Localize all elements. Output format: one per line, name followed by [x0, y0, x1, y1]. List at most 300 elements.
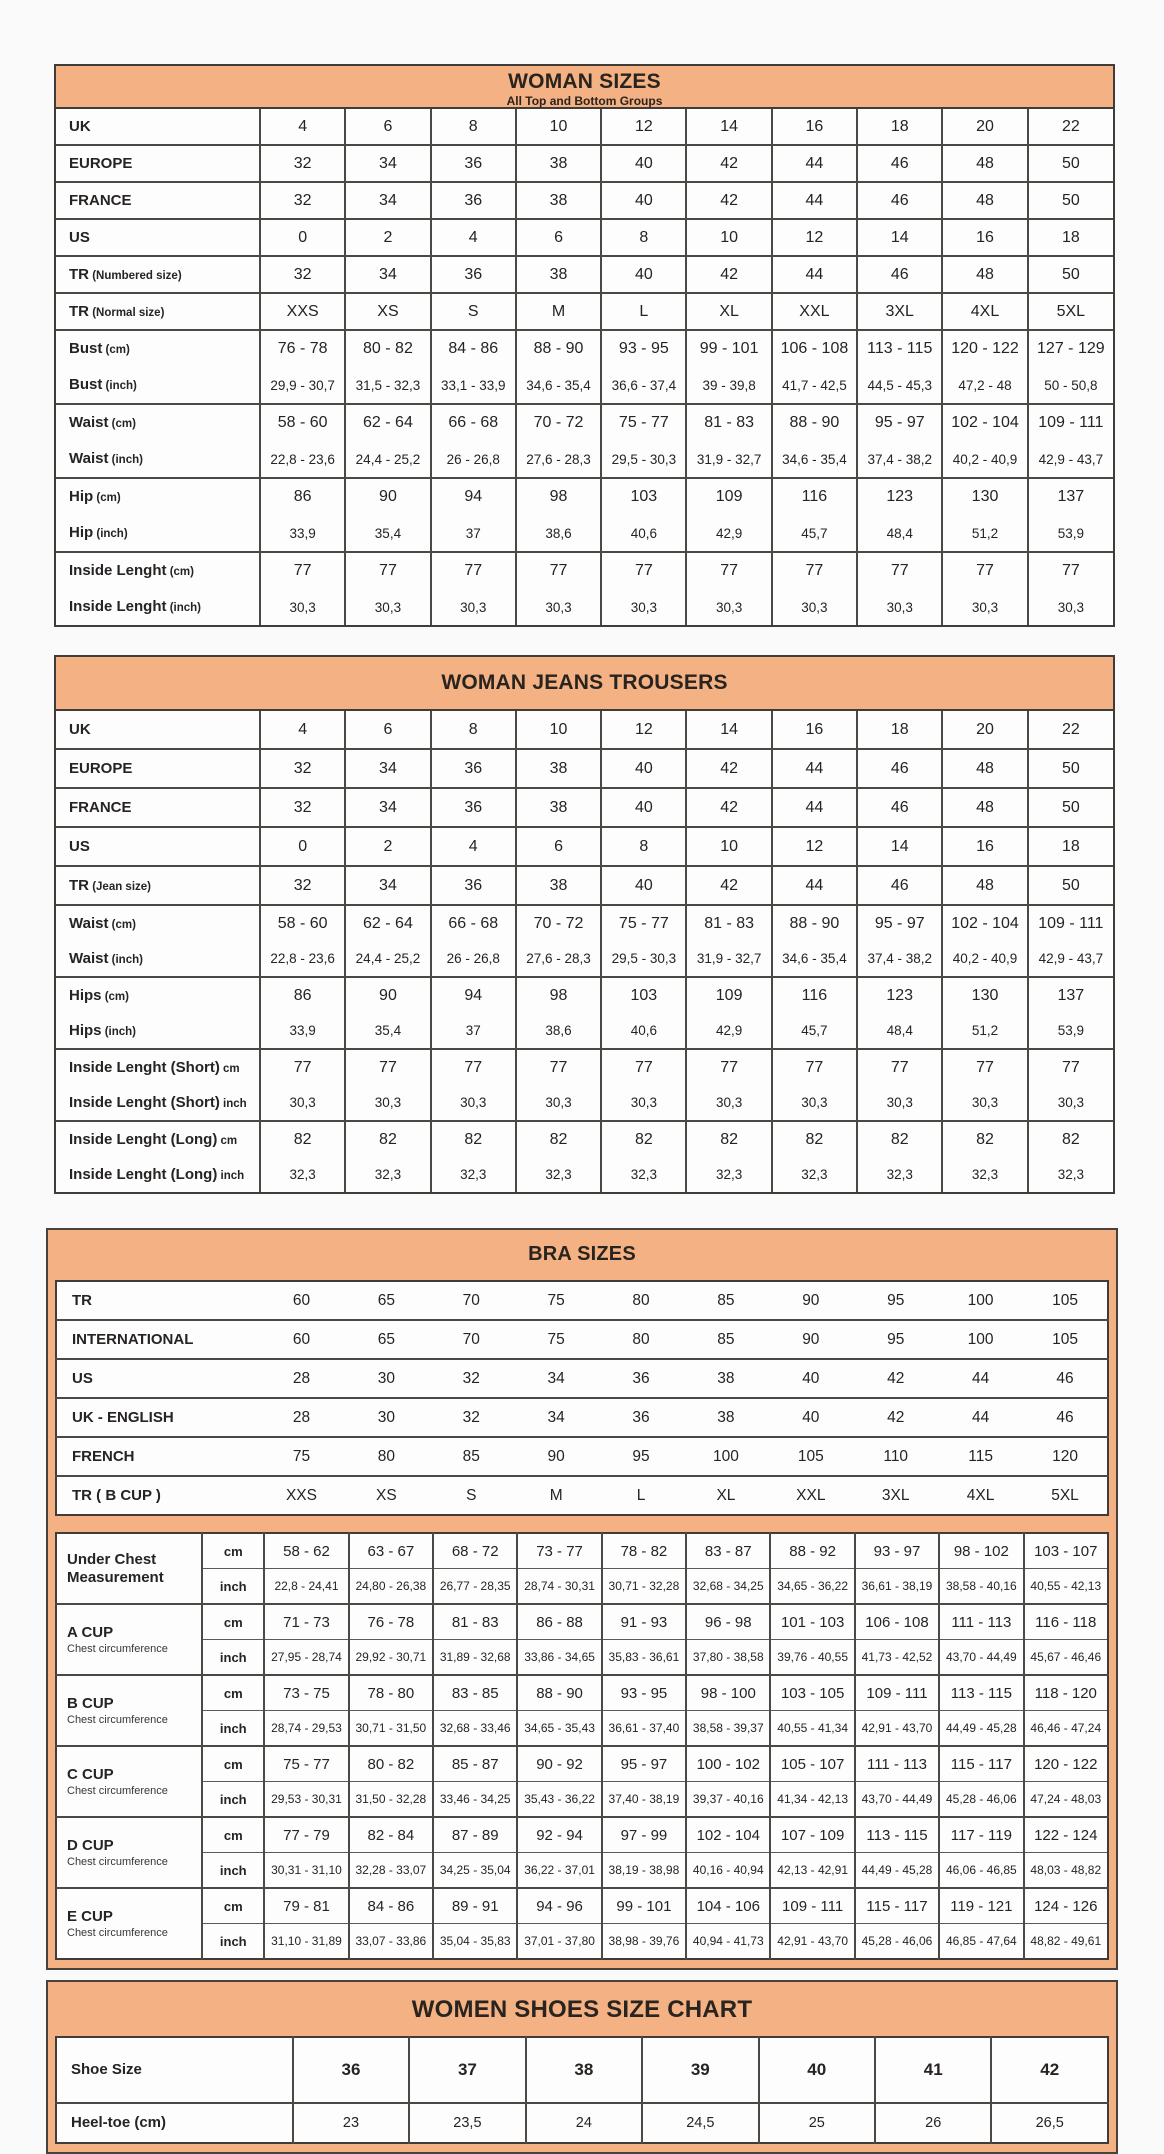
size-value-cell: 44: [772, 749, 857, 788]
bra-band-value-cell: 100: [938, 1320, 1023, 1359]
size-value-cell: 36: [431, 749, 516, 788]
measurement-value-cell: 48,4: [857, 1013, 942, 1049]
measurement-row: [56, 478, 1113, 515]
size-value-cell: S: [431, 293, 516, 330]
measurement-value-cell: 81 - 83: [686, 905, 771, 941]
bra-sizes-title: BRA SIZES: [528, 1243, 636, 1265]
bra-band-value-cell: 95: [853, 1320, 938, 1359]
bra-band-value-cell: 46: [1023, 1359, 1108, 1398]
measurement-value-cell: 77: [686, 552, 771, 589]
measurement-value-cell: 51,2: [942, 515, 1027, 552]
cup-inch-value-cell: 30,71 - 32,28: [602, 1569, 686, 1605]
bra-band-value-cell: 70: [462, 1291, 480, 1309]
bra-band-value-cell: 30: [344, 1359, 429, 1398]
measurement-value-cell: 58 - 60: [260, 905, 345, 941]
size-value-cell: 18: [1028, 827, 1113, 866]
row-label-cell: [56, 145, 260, 182]
measurement-value-cell: 86: [260, 478, 345, 515]
size-value-cell: 50: [1028, 182, 1113, 219]
jeans-trousers-table: [54, 655, 1115, 1194]
row-label-cell: [56, 182, 260, 219]
cup-inch-value-cell: 39,37 - 40,16: [686, 1782, 770, 1818]
size-value-cell: 46: [857, 182, 942, 219]
bra-band-row: [56, 1437, 1108, 1476]
row-label-cell: [56, 515, 260, 552]
measurement-value-cell: 88 - 90: [772, 905, 857, 941]
row-label-note: (Numbered size): [89, 269, 182, 282]
measurement-row: [56, 1121, 1113, 1157]
measurement-value-cell: 32,3: [516, 1157, 601, 1192]
measurement-value-cell: 48,4: [857, 515, 942, 552]
measurement-value-cell: 36,6 - 37,4: [601, 367, 686, 404]
measurement-value-cell: 77: [601, 552, 686, 589]
shoes-value-cell: 26,5: [991, 2103, 1108, 2143]
cup-cm-value-cell: 75 - 77: [264, 1746, 348, 1782]
measurement-value-cell: 40,2 - 40,9: [942, 941, 1027, 977]
cup-inch-value-cell: 31,89 - 32,68: [433, 1640, 517, 1676]
size-value-cell: 48: [942, 256, 1027, 293]
cup-inch-value-cell: 40,16 - 40,94: [686, 1853, 770, 1889]
cup-inch-value-cell: 37,01 - 37,80: [517, 1924, 601, 1960]
row-label-cell: [56, 827, 260, 866]
size-value-cell: 0: [260, 827, 345, 866]
bra-band-value-cell: 44: [938, 1359, 1023, 1398]
cup-cm-row: [56, 1533, 1108, 1569]
measurement-value-cell: 127 - 129: [1028, 330, 1113, 367]
row-label-cell: [56, 2037, 293, 2103]
measurement-row: [56, 589, 1113, 625]
measurement-value-cell: 30,3: [431, 589, 516, 625]
row-label-note: (cm): [101, 990, 129, 1003]
measurement-value-cell: 37,4 - 38,2: [857, 441, 942, 478]
size-value-cell: 48: [942, 182, 1027, 219]
cup-inch-value-cell: 37,40 - 38,19: [602, 1782, 686, 1818]
measurement-value-cell: 66 - 68: [431, 905, 516, 941]
measurement-value-cell: 41,7 - 42,5: [772, 367, 857, 404]
measurement-value-cell: 77: [942, 552, 1027, 589]
size-value-cell: 8: [431, 109, 516, 145]
cup-cm-value-cell: 111 - 113: [939, 1604, 1023, 1640]
cup-cm-value-cell: 115 - 117: [855, 1888, 939, 1924]
size-system-row: [56, 256, 1113, 293]
cup-cm-value-cell: 113 - 115: [855, 1817, 939, 1853]
row-label: US: [69, 837, 90, 855]
row-label-cell: [56, 1476, 259, 1515]
measurement-value-cell: 137: [1028, 478, 1113, 515]
measurement-value-cell: 82: [516, 1121, 601, 1157]
measurement-value-cell: 37,4 - 38,2: [857, 941, 942, 977]
size-value-cell: 12: [772, 219, 857, 256]
cup-cm-value-cell: 113 - 115: [939, 1675, 1023, 1711]
size-value-cell: 20: [942, 711, 1027, 749]
measurement-value-cell: 82: [772, 1121, 857, 1157]
cup-cm-value-cell: 81 - 83: [433, 1604, 517, 1640]
measurement-value-cell: 77: [345, 1049, 430, 1085]
bra-band-value-cell: 38: [683, 1398, 768, 1437]
cup-cm-value-cell: 96 - 98: [686, 1604, 770, 1640]
row-label-note: (cm): [108, 918, 136, 931]
cup-inch-value-cell: 26,77 - 28,35: [433, 1569, 517, 1605]
measurement-value-cell: 77: [857, 1049, 942, 1085]
row-label-cell: [56, 1437, 259, 1476]
cup-inch-value-cell: 42,13 - 42,91: [770, 1853, 854, 1889]
row-label-note: (inch): [93, 528, 128, 540]
size-value-cell: 42: [686, 788, 771, 827]
measurement-value-cell: 123: [857, 478, 942, 515]
measurement-value-cell: 109: [686, 977, 771, 1013]
measurement-row: [56, 552, 1113, 589]
measurement-value-cell: 30,3: [345, 589, 430, 625]
measurement-value-cell: 82: [1028, 1121, 1113, 1157]
cup-title: C CUP: [67, 1766, 114, 1784]
cup-inch-value-cell: 40,55 - 41,34: [770, 1711, 854, 1747]
cup-cm-value-cell: 90 - 92: [517, 1746, 601, 1782]
size-value-cell: 44: [772, 256, 857, 293]
measurement-value-cell: 32,3: [1028, 1157, 1113, 1192]
row-label-cell: [56, 293, 260, 330]
cup-cm-value-cell: 58 - 62: [264, 1533, 348, 1569]
size-value-cell: 44: [772, 182, 857, 219]
row-label-note: cm: [219, 1062, 240, 1075]
size-value-cell: 46: [857, 788, 942, 827]
bra-band-value-cell: 28: [259, 1359, 344, 1398]
cup-cm-value-cell: 79 - 81: [264, 1888, 348, 1924]
shoes-size-header: [55, 1982, 1109, 2036]
measurement-value-cell: 94: [431, 977, 516, 1013]
measurement-value-cell: 34,6 - 35,4: [772, 441, 857, 478]
bra-band-row: [56, 1281, 1108, 1320]
shoes-size-grid: [55, 2036, 1109, 2144]
bra-band-value-cell: 28: [259, 1398, 344, 1437]
bra-band-row: [56, 1359, 1108, 1398]
cup-inch-value-cell: 45,28 - 46,06: [939, 1782, 1023, 1818]
row-label: Hip: [69, 488, 94, 505]
bra-section-divider: [55, 1516, 1109, 1532]
row-label: Waist: [69, 414, 109, 431]
measurement-value-cell: 30,3: [260, 1085, 345, 1121]
bra-band-value-cell: 32: [429, 1359, 514, 1398]
size-value-cell: 46: [857, 256, 942, 293]
measurement-value-cell: 75 - 77: [601, 905, 686, 941]
size-value-cell: 48: [942, 866, 1027, 905]
bra-band-value-cell: 36: [599, 1398, 684, 1437]
row-label: US: [72, 1369, 93, 1387]
cup-inch-value-cell: 40,94 - 41,73: [686, 1924, 770, 1960]
shoes-value-cell: 26: [875, 2103, 991, 2143]
bra-band-value-cell: 90: [802, 1291, 820, 1309]
size-value-cell: 0: [260, 219, 345, 256]
measurement-value-cell: 51,2: [942, 1013, 1027, 1049]
cup-cm-value-cell: 109 - 111: [770, 1888, 854, 1924]
size-value-cell: 50: [1028, 749, 1113, 788]
measurement-value-cell: 106 - 108: [772, 330, 857, 367]
cup-inch-value-cell: 39,76 - 40,55: [770, 1640, 854, 1676]
bra-band-value-cell: 100: [967, 1291, 994, 1309]
measurement-value-cell: 26 - 26,8: [431, 441, 516, 478]
bra-band-value-cell: 65: [344, 1320, 429, 1359]
row-label: FRENCH: [72, 1447, 135, 1465]
cup-cm-value-cell: 63 - 67: [349, 1533, 433, 1569]
measurement-value-cell: 94: [431, 478, 516, 515]
bra-band-value-cell: 34: [514, 1398, 599, 1437]
size-system-row: [56, 827, 1113, 866]
bra-band-value-cell: XL: [683, 1476, 768, 1515]
size-system-row: [56, 145, 1113, 182]
measurement-value-cell: 32,3: [601, 1157, 686, 1192]
row-label: Hips: [69, 986, 102, 1004]
measurement-value-cell: 29,9 - 30,7: [260, 367, 345, 404]
cup-cm-value-cell: 105 - 107: [770, 1746, 854, 1782]
cup-cm-value-cell: 82 - 84: [349, 1817, 433, 1853]
row-label-cell: [56, 866, 260, 905]
measurement-value-cell: 32,3: [260, 1157, 345, 1192]
measurement-value-cell: 98: [516, 478, 601, 515]
cup-inch-value-cell: 35,04 - 35,83: [433, 1924, 517, 1960]
row-label-cell: [56, 1121, 260, 1157]
jeans-trousers-title: WOMAN JEANS TROUSERS: [441, 671, 728, 694]
row-label-note: (inch): [101, 1025, 137, 1038]
size-value-cell: 34: [345, 256, 430, 293]
size-value-cell: 40: [601, 145, 686, 182]
cup-inch-value-cell: 31,10 - 31,89: [264, 1924, 348, 1960]
unit-inch-cell: inch: [202, 1924, 264, 1960]
measurement-value-cell: 99 - 101: [686, 330, 771, 367]
row-label: Inside Lenght (Short): [69, 1058, 220, 1076]
bra-sizes-header: [55, 1230, 1109, 1280]
row-label: TR ( B CUP ): [72, 1486, 161, 1504]
cup-cm-value-cell: 73 - 77: [517, 1533, 601, 1569]
measurement-value-cell: 30,3: [1028, 1085, 1113, 1121]
measurement-value-cell: 42,9 - 43,7: [1028, 941, 1113, 977]
cup-subtitle: Chest circumference: [67, 1713, 168, 1726]
row-label-note: (inch): [102, 380, 137, 392]
cup-cm-value-cell: 122 - 124: [1024, 1817, 1108, 1853]
measurement-value-cell: 31,5 - 32,3: [345, 367, 430, 404]
cup-cm-value-cell: 85 - 87: [433, 1746, 517, 1782]
size-value-cell: 4: [260, 711, 345, 749]
size-value-cell: 22: [1028, 109, 1113, 145]
row-label-cell: [56, 478, 260, 515]
bra-band-value-cell: 40: [768, 1398, 853, 1437]
row-label: Bust: [69, 376, 103, 393]
size-value-cell: 18: [1028, 219, 1113, 256]
cup-inch-value-cell: 34,25 - 35,04: [433, 1853, 517, 1889]
size-value-cell: 36: [431, 866, 516, 905]
measurement-value-cell: 77: [601, 1049, 686, 1085]
cup-inch-value-cell: 35,83 - 36,61: [602, 1640, 686, 1676]
measurement-row: [56, 905, 1113, 941]
size-value-cell: 40: [601, 256, 686, 293]
size-value-cell: 4XL: [942, 293, 1027, 330]
bra-band-value-cell: 75: [259, 1437, 344, 1476]
measurement-value-cell: 34,6 - 35,4: [516, 367, 601, 404]
measurement-value-cell: 76 - 78: [260, 330, 345, 367]
size-value-cell: 6: [345, 109, 430, 145]
measurement-value-cell: 95 - 97: [857, 905, 942, 941]
size-value-cell: 12: [601, 711, 686, 749]
cup-inch-value-cell: 43,70 - 44,49: [855, 1782, 939, 1818]
row-label-cell: [56, 788, 260, 827]
measurement-value-cell: 42,9: [686, 515, 771, 552]
size-value-cell: 6: [516, 827, 601, 866]
size-value-cell: 4: [431, 827, 516, 866]
cup-cm-value-cell: 101 - 103: [770, 1604, 854, 1640]
measurement-value-cell: 66 - 68: [431, 404, 516, 441]
cup-cm-value-cell: 93 - 95: [602, 1675, 686, 1711]
cup-inch-row: [56, 1569, 1108, 1605]
cup-cm-value-cell: 94 - 96: [517, 1888, 601, 1924]
measurement-value-cell: 77: [686, 1049, 771, 1085]
row-label-cell: [56, 330, 260, 367]
bra-band-value-cell: 110: [853, 1437, 938, 1476]
row-label-note: (inch): [166, 602, 201, 614]
cup-cm-value-cell: 124 - 126: [1024, 1888, 1108, 1924]
size-value-cell: XXL: [772, 293, 857, 330]
size-value-cell: 44: [772, 788, 857, 827]
measurement-value-cell: 123: [857, 977, 942, 1013]
size-value-cell: 50: [1028, 145, 1113, 182]
cup-inch-value-cell: 45,28 - 46,06: [855, 1924, 939, 1960]
measurement-value-cell: 30,3: [772, 589, 857, 625]
measurement-value-cell: 38,6: [516, 515, 601, 552]
row-label: Waist: [69, 949, 109, 967]
cup-inch-value-cell: 28,74 - 29,53: [264, 1711, 348, 1747]
size-value-cell: 16: [772, 109, 857, 145]
row-label-cell: [56, 749, 260, 788]
measurement-value-cell: 77: [260, 1049, 345, 1085]
size-value-cell: 42: [686, 145, 771, 182]
woman-sizes-header: [56, 66, 1113, 109]
size-value-cell: 3XL: [857, 293, 942, 330]
cup-inch-value-cell: 29,92 - 30,71: [349, 1640, 433, 1676]
row-label-cell: [56, 1359, 259, 1398]
bra-band-value-cell: 85: [429, 1437, 514, 1476]
measurement-value-cell: 30,3: [686, 1085, 771, 1121]
measurement-value-cell: 62 - 64: [345, 404, 430, 441]
cup-inch-value-cell: 46,46 - 47,24: [1024, 1711, 1108, 1747]
size-value-cell: 8: [431, 711, 516, 749]
cup-inch-value-cell: 36,61 - 38,19: [855, 1569, 939, 1605]
measurement-value-cell: 30,3: [516, 589, 601, 625]
bra-band-value-cell: 4XL: [938, 1476, 1023, 1515]
row-label-cell: [56, 367, 260, 404]
measurement-value-cell: 26 - 26,8: [431, 941, 516, 977]
cup-label-cell: [56, 1533, 202, 1604]
size-value-cell: 34: [345, 788, 430, 827]
measurement-value-cell: 24,4 - 25,2: [345, 441, 430, 478]
cup-label-cell: [56, 1888, 202, 1959]
bra-band-value-cell: S: [429, 1476, 514, 1515]
measurement-row: [56, 941, 1113, 977]
size-system-row: [56, 182, 1113, 219]
row-label-cell: [56, 1157, 260, 1192]
row-label: UK - ENGLISH: [72, 1408, 174, 1426]
cup-cm-value-cell: 77 - 79: [264, 1817, 348, 1853]
row-label-note: (inch): [108, 454, 143, 466]
cup-title: A CUP: [67, 1624, 114, 1642]
measurement-value-cell: 137: [1028, 977, 1113, 1013]
cup-cm-value-cell: 107 - 109: [770, 1817, 854, 1853]
measurement-value-cell: 90: [345, 478, 430, 515]
measurement-row: [56, 441, 1113, 478]
row-label: EUROPE: [69, 154, 133, 172]
row-label: UK: [69, 117, 91, 135]
cup-cm-value-cell: 118 - 120: [1024, 1675, 1108, 1711]
measurement-value-cell: 116: [772, 478, 857, 515]
measurement-value-cell: 33,9: [260, 515, 345, 552]
jeans-trousers-grid: [56, 711, 1113, 1192]
cup-inch-value-cell: 33,07 - 33,86: [349, 1924, 433, 1960]
bra-band-value-cell: 105: [1052, 1291, 1078, 1309]
bra-band-value-cell: 60: [259, 1320, 344, 1359]
bra-band-value-cell: 32: [429, 1398, 514, 1437]
measurement-value-cell: 82: [601, 1121, 686, 1157]
cup-inch-row: [56, 1711, 1108, 1747]
cup-inch-value-cell: 46,85 - 47,64: [939, 1924, 1023, 1960]
row-label: TR: [69, 302, 89, 320]
cup-inch-value-cell: 24,80 - 26,38: [349, 1569, 433, 1605]
size-value-cell: 16: [772, 711, 857, 749]
cup-label-cell: [56, 1675, 202, 1746]
size-value-cell: 36: [431, 182, 516, 219]
size-value-cell: 14: [857, 827, 942, 866]
measurement-value-cell: 130: [942, 977, 1027, 1013]
bra-band-value-cell: 90: [768, 1320, 853, 1359]
row-label: Waist: [69, 450, 109, 467]
row-label-cell: [56, 552, 260, 589]
bra-band-value-cell: 80: [344, 1437, 429, 1476]
cup-cm-value-cell: 119 - 121: [939, 1888, 1023, 1924]
row-label-note: (cm): [108, 418, 136, 430]
size-value-cell: 48: [942, 749, 1027, 788]
measurement-value-cell: 32,3: [772, 1157, 857, 1192]
measurement-row: [56, 515, 1113, 552]
shoes-row: [56, 2103, 1108, 2143]
cup-cm-row: [56, 1675, 1108, 1711]
row-label-cell: [56, 1320, 259, 1359]
cup-cm-value-cell: 120 - 122: [1024, 1746, 1108, 1782]
row-label: Inside Lenght: [69, 562, 167, 579]
size-value-cell: 38: [516, 145, 601, 182]
cup-label-cell: [56, 1817, 202, 1888]
cup-cm-value-cell: 78 - 80: [349, 1675, 433, 1711]
size-value-cell: 10: [516, 109, 601, 145]
size-value-cell: XS: [345, 293, 430, 330]
unit-inch-cell: inch: [202, 1853, 264, 1889]
cup-inch-value-cell: 33,86 - 34,65: [517, 1640, 601, 1676]
row-label: FRANCE: [69, 798, 132, 816]
size-value-cell: 2: [345, 219, 430, 256]
measurement-row: [56, 367, 1113, 404]
cup-cm-value-cell: 93 - 97: [855, 1533, 939, 1569]
cup-cm-value-cell: 68 - 72: [433, 1533, 517, 1569]
cup-cm-value-cell: 98 - 100: [686, 1675, 770, 1711]
cup-label-cell: [56, 1746, 202, 1817]
cup-cm-value-cell: 71 - 73: [264, 1604, 348, 1640]
size-system-row: [56, 788, 1113, 827]
cup-cm-value-cell: 78 - 82: [602, 1533, 686, 1569]
size-value-cell: 18: [857, 109, 942, 145]
measurement-value-cell: 116: [772, 977, 857, 1013]
measurement-value-cell: 31,9 - 32,7: [686, 941, 771, 977]
measurement-value-cell: 30,3: [601, 589, 686, 625]
row-label: Heel-toe (cm): [71, 2114, 167, 2131]
bra-band-value-cell: 30: [344, 1398, 429, 1437]
measurement-value-cell: 30,3: [260, 589, 345, 625]
cup-cm-value-cell: 100 - 102: [686, 1746, 770, 1782]
unit-cm-cell: cm: [202, 1533, 264, 1569]
measurement-value-cell: 77: [260, 552, 345, 589]
